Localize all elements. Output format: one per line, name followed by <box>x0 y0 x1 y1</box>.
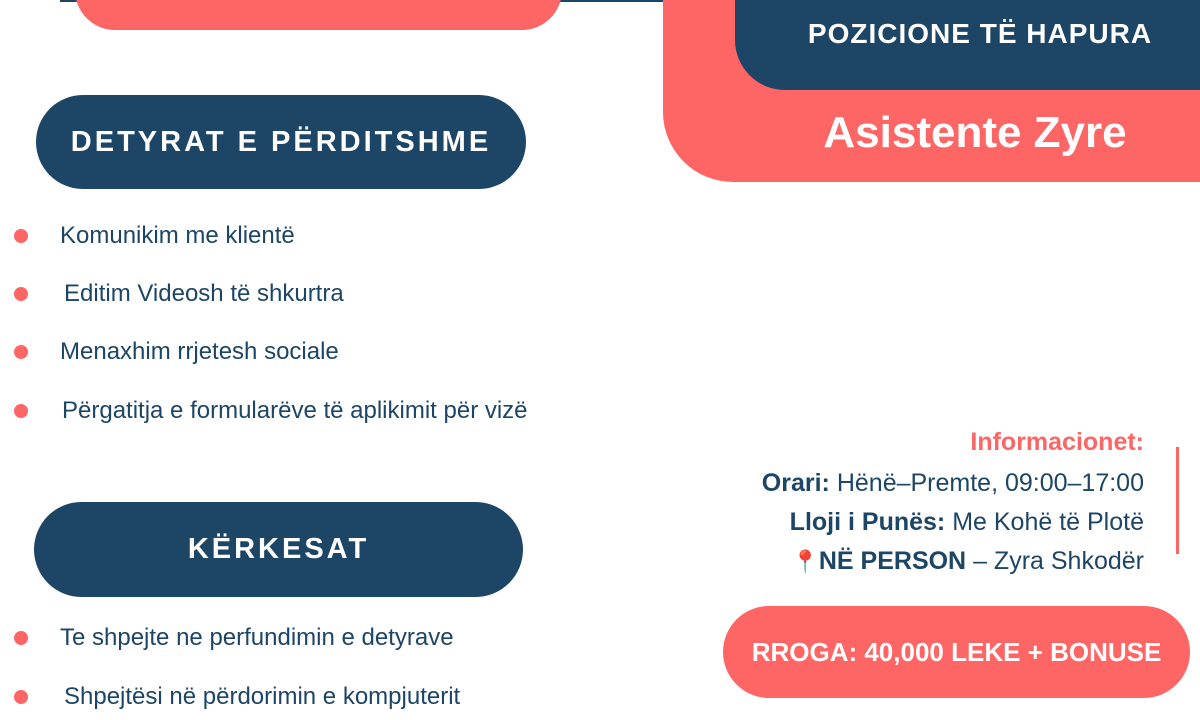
salary-badge: RROGA: 40,000 LEKE + BONUSE <box>723 606 1190 698</box>
top-decorative-pill <box>75 0 562 30</box>
bullet-icon <box>14 690 28 704</box>
list-item-text: Komunikim me klientë <box>60 222 295 249</box>
job-type-row <box>790 508 1144 537</box>
list-item-text: Menaxhim rrjetesh sociale <box>60 338 339 365</box>
info-heading: Informacionet: <box>970 428 1144 456</box>
job-type-value: Me Kohë të Plotë <box>952 508 1144 536</box>
bullet-icon <box>14 631 28 645</box>
bullet-icon <box>14 229 28 243</box>
bullet-icon <box>14 404 28 418</box>
list-item <box>14 397 528 425</box>
schedule-label: Orari: <box>761 469 830 497</box>
list-item <box>14 683 460 711</box>
list-item <box>14 624 454 652</box>
schedule-value: Hënë–Premte, 09:00–17:00 <box>836 469 1144 497</box>
list-item <box>14 280 344 308</box>
list-item-text: Përgatitja e formularëve të aplikimit për vizë <box>62 397 528 424</box>
job-title: Asistente Zyre <box>823 108 1127 157</box>
location-value: – Zyra Shkodër <box>973 547 1144 575</box>
info-accent-bar <box>1176 447 1179 554</box>
open-positions-label: POZICIONE TË HAPURA <box>807 18 1153 49</box>
job-type-label: Lloji i Punës: <box>789 508 946 536</box>
list-item <box>14 222 295 250</box>
requirements-heading: KËRKESAT <box>34 502 523 597</box>
pin-icon: 📍 <box>791 549 819 574</box>
location-label: NË PERSON <box>818 547 967 575</box>
bullet-icon <box>14 287 28 301</box>
list-item-text: Shpejtësi në përdorimin e kompjuterit <box>64 683 461 710</box>
schedule-row <box>762 469 1144 498</box>
list-item-text: Te shpejte ne perfundimin e detyrave <box>60 624 454 651</box>
duties-heading: DETYRAT E PËRDITSHME <box>36 95 526 189</box>
bullet-icon <box>14 345 28 359</box>
location-row <box>791 547 1144 576</box>
list-item <box>14 338 339 366</box>
list-item-text: Editim Videosh të shkurtra <box>64 280 344 307</box>
